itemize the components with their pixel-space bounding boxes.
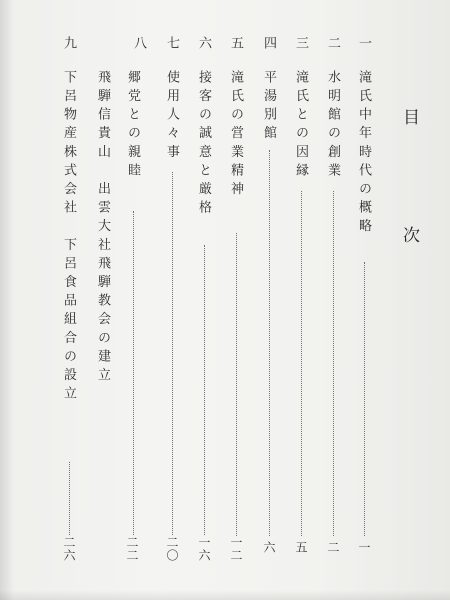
page-binding-shadow xyxy=(0,0,14,600)
entry-title-5: 滝氏の営業精神 xyxy=(228,70,243,201)
entry-page-1: 一 xyxy=(357,541,371,554)
entry-number-3: 三 xyxy=(293,36,308,49)
entry-title-3: 滝氏との因縁 xyxy=(293,70,308,182)
leader-dots-5 xyxy=(236,233,237,536)
entry-number-8: 八 xyxy=(131,36,146,49)
leader-dots-9 xyxy=(69,462,70,535)
leader-dots-1 xyxy=(364,262,365,536)
leader-dots-3 xyxy=(301,191,302,536)
entry-title-8: 郷党との親睦 xyxy=(125,70,140,182)
entry-number-1: 一 xyxy=(356,36,371,49)
entry-page-2: 二 xyxy=(326,541,340,554)
leader-dots-6 xyxy=(204,245,205,535)
entry-number-6: 六 xyxy=(196,36,211,49)
entry-page-5: 一二 xyxy=(229,536,243,562)
entry-number-9: 九 xyxy=(61,36,76,49)
entry-page-7: 二〇 xyxy=(165,536,179,562)
entry-title-1: 滝氏中年時代の概略 xyxy=(356,70,371,238)
entry-title-4: 平湯別館 xyxy=(261,70,276,145)
entry-number-7: 七 xyxy=(164,36,179,49)
leader-dots-7 xyxy=(172,172,173,535)
leader-dots-4 xyxy=(269,150,270,536)
entry-number-4: 四 xyxy=(261,36,276,49)
entry-number-5: 五 xyxy=(228,36,243,49)
entry-title-7: 使用人々事 xyxy=(164,70,179,163)
entry-page-8: 二二 xyxy=(125,536,139,562)
entry-title-2: 水明館の創業 xyxy=(325,70,340,182)
entry-title-8-continued: 飛騨信貴山 出雲大社飛騨教会の建立 xyxy=(95,70,110,387)
toc-title-char-2: 次 xyxy=(403,226,420,246)
entry-title-6: 接客の誠意と厳格 xyxy=(196,70,211,219)
toc-title-char-1: 目 xyxy=(403,108,420,128)
entry-page-4: 六 xyxy=(262,541,276,554)
leader-dots-8 xyxy=(133,211,134,535)
entry-page-3: 五 xyxy=(294,541,308,554)
entry-page-9: 二六 xyxy=(62,536,76,562)
entry-title-9: 下呂物産株式会社 下呂食品組合の設立 xyxy=(61,70,76,405)
entry-number-2: 二 xyxy=(325,36,340,49)
page-bottom-shadow xyxy=(0,590,450,600)
leader-dots-2 xyxy=(333,191,334,536)
entry-page-6: 一六 xyxy=(197,536,211,562)
